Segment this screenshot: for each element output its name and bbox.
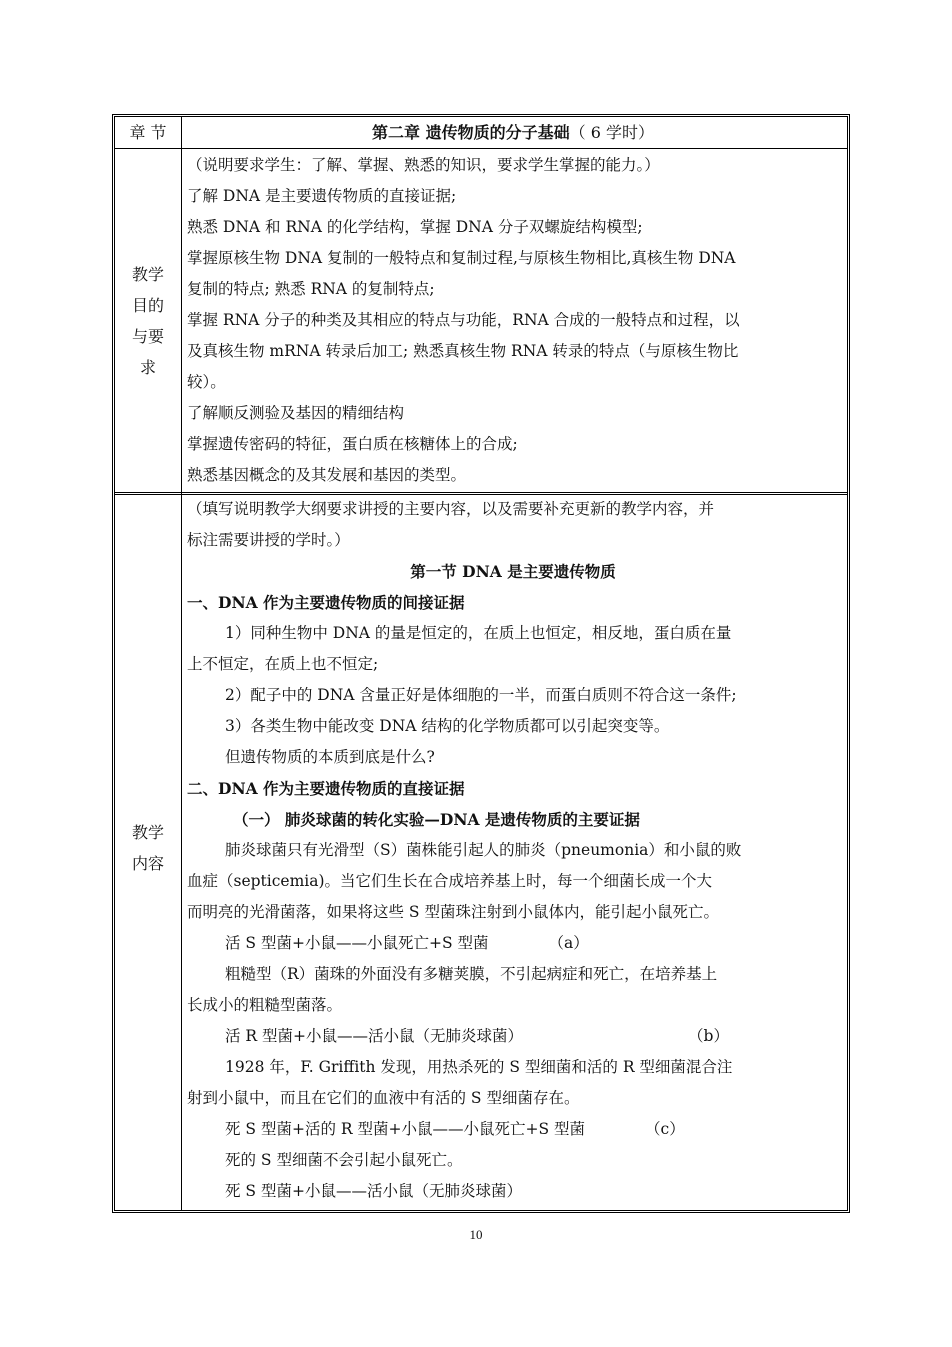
paragraph-line: 上不恒定，在质上也不恒定; (187, 655, 379, 673)
equation-a (187, 928, 839, 959)
objective-line: 了解顺反测验及基因的精细结构 (187, 404, 405, 422)
chapter-title-cell (187, 117, 839, 148)
objective-line: 掌握 RNA 分子的种类及其相应的特点与功能，RNA 合成的一般特点和过程，以 (187, 311, 740, 329)
equation-b (187, 1021, 839, 1052)
equation-text: 活 R 型菌+小鼠——活小鼠（无肺炎球菌） (225, 1027, 524, 1045)
objectives-label-line: 求 (139, 358, 156, 377)
objective-line: 熟悉基因概念的及其发展和基因的类型。 (187, 466, 467, 484)
paragraph-line: 死的 S 型细菌不会引起小鼠死亡。 (225, 1151, 463, 1169)
content-label-line: 教学 (131, 823, 164, 842)
objective-line: 掌握遗传密码的特征，蛋白质在核糖体上的合成; (187, 435, 518, 453)
objectives-cell (187, 150, 839, 491)
equation-text: 活 S 型菌+小鼠——小鼠死亡+S 型菌 (225, 934, 489, 952)
section-title: 第一节 DNA 是主要遗传物质 (410, 562, 616, 581)
paragraph-line: 长成小的粗糙型菌落。 (187, 996, 343, 1014)
equation-d: 死 S 型菌+小鼠——活小鼠（无肺炎球菌） (225, 1182, 522, 1200)
paragraph-line: 射到小鼠中，而且在它们的血液中有活的 S 型细菌存在。 (187, 1089, 580, 1107)
paragraph-line: 肺炎球菌只有光滑型（S）菌株能引起人的肺炎（pneumonia）和小鼠的败 (225, 841, 742, 859)
paragraph-line: 而明亮的光滑菌落，如果将这些 S 型菌珠注射到小鼠体内，能引起小鼠死亡。 (187, 903, 719, 921)
equation-text: 死 S 型菌+活的 R 型菌+小鼠——小鼠死亡+S 型菌 (225, 1120, 586, 1138)
paragraph-line: 1）同种生物中 DNA 的量是恒定的，在质上也恒定，相反地，蛋白质在量 (225, 624, 732, 642)
paragraph-line: 2）配子中的 DNA 含量正好是体细胞的一半，而蛋白质则不符合这一条件; (225, 686, 737, 704)
equation-tag: （b） (688, 1027, 729, 1045)
objective-line: 及真核生物 mRNA 转录后加工; 熟悉真核生物 RNA 转录的特点（与原核生物比 (187, 342, 739, 360)
objective-line: （说明要求学生：了解、掌握、熟悉的知识，要求学生掌握的能力。） (187, 156, 660, 174)
heading-indirect-evidence: 一、DNA 作为主要遗传物质的间接证据 (187, 593, 465, 612)
syllabus-table (112, 114, 850, 1213)
objective-line: 较）。 (187, 373, 226, 391)
objectives-label-line: 教学 (131, 265, 164, 284)
objectives-label-line: 与要 (131, 327, 164, 346)
chapter-title: 第二章 遗传物质的分子基础 (372, 123, 570, 142)
objectives-label-line: 目的 (131, 296, 164, 315)
heading-direct-evidence: 二、DNA 作为主要遗传物质的直接证据 (187, 779, 465, 798)
paragraph-line: 但遗传物质的本质到底是什么? (225, 748, 435, 766)
content-label-line: 内容 (131, 854, 164, 873)
paragraph-line: 粗糙型（R）菌珠的外面没有多糖荚膜，不引起病症和死亡，在培养基上 (225, 965, 718, 983)
content-cell (187, 494, 839, 1207)
paragraph-line: 血症（septicemia)。当它们生长在合成培养基上时，每一个细菌长成一个大 (187, 872, 713, 890)
column-divider (181, 117, 182, 1210)
paragraph-line: 1928 年，F. Griffith 发现，用热杀死的 S 型细菌和活的 R 型细菌混合注 (225, 1058, 733, 1076)
page-number: 10 (469, 1227, 483, 1242)
content-intro-line: 标注需要讲授的学时。） (187, 531, 350, 549)
content-label (115, 817, 181, 879)
objective-line: 掌握原核生物 DNA 复制的一般特点和复制过程,与原核生物相比,真核生物 DNA (187, 249, 736, 267)
objective-line: 复制的特点; 熟悉 RNA 的复制特点; (187, 280, 435, 298)
row-divider-header (115, 148, 847, 149)
content-intro-line: （填写说明教学大纲要求讲授的主要内容，以及需要补充更新的教学内容，并 (187, 500, 715, 518)
paragraph-line: 3）各类生物中能改变 DNA 结构的化学物质都可以引起突变等。 (225, 717, 670, 735)
chapter-label: 章 节 (129, 123, 167, 142)
equation-tag: （c） (645, 1120, 685, 1138)
heading-transformation-experiment: （一） 肺炎球菌的转化实验—DNA 是遗传物质的主要证据 (233, 810, 640, 829)
objectives-label (115, 259, 181, 383)
chapter-hours: （ 6 学时） (569, 123, 654, 142)
equation-tag: （a） (548, 934, 589, 952)
objective-line: 熟悉 DNA 和 RNA 的化学结构，掌握 DNA 分子双螺旋结构模型; (187, 218, 643, 236)
objective-line: 了解 DNA 是主要遗传物质的直接证据; (187, 187, 457, 205)
equation-c (187, 1114, 839, 1145)
